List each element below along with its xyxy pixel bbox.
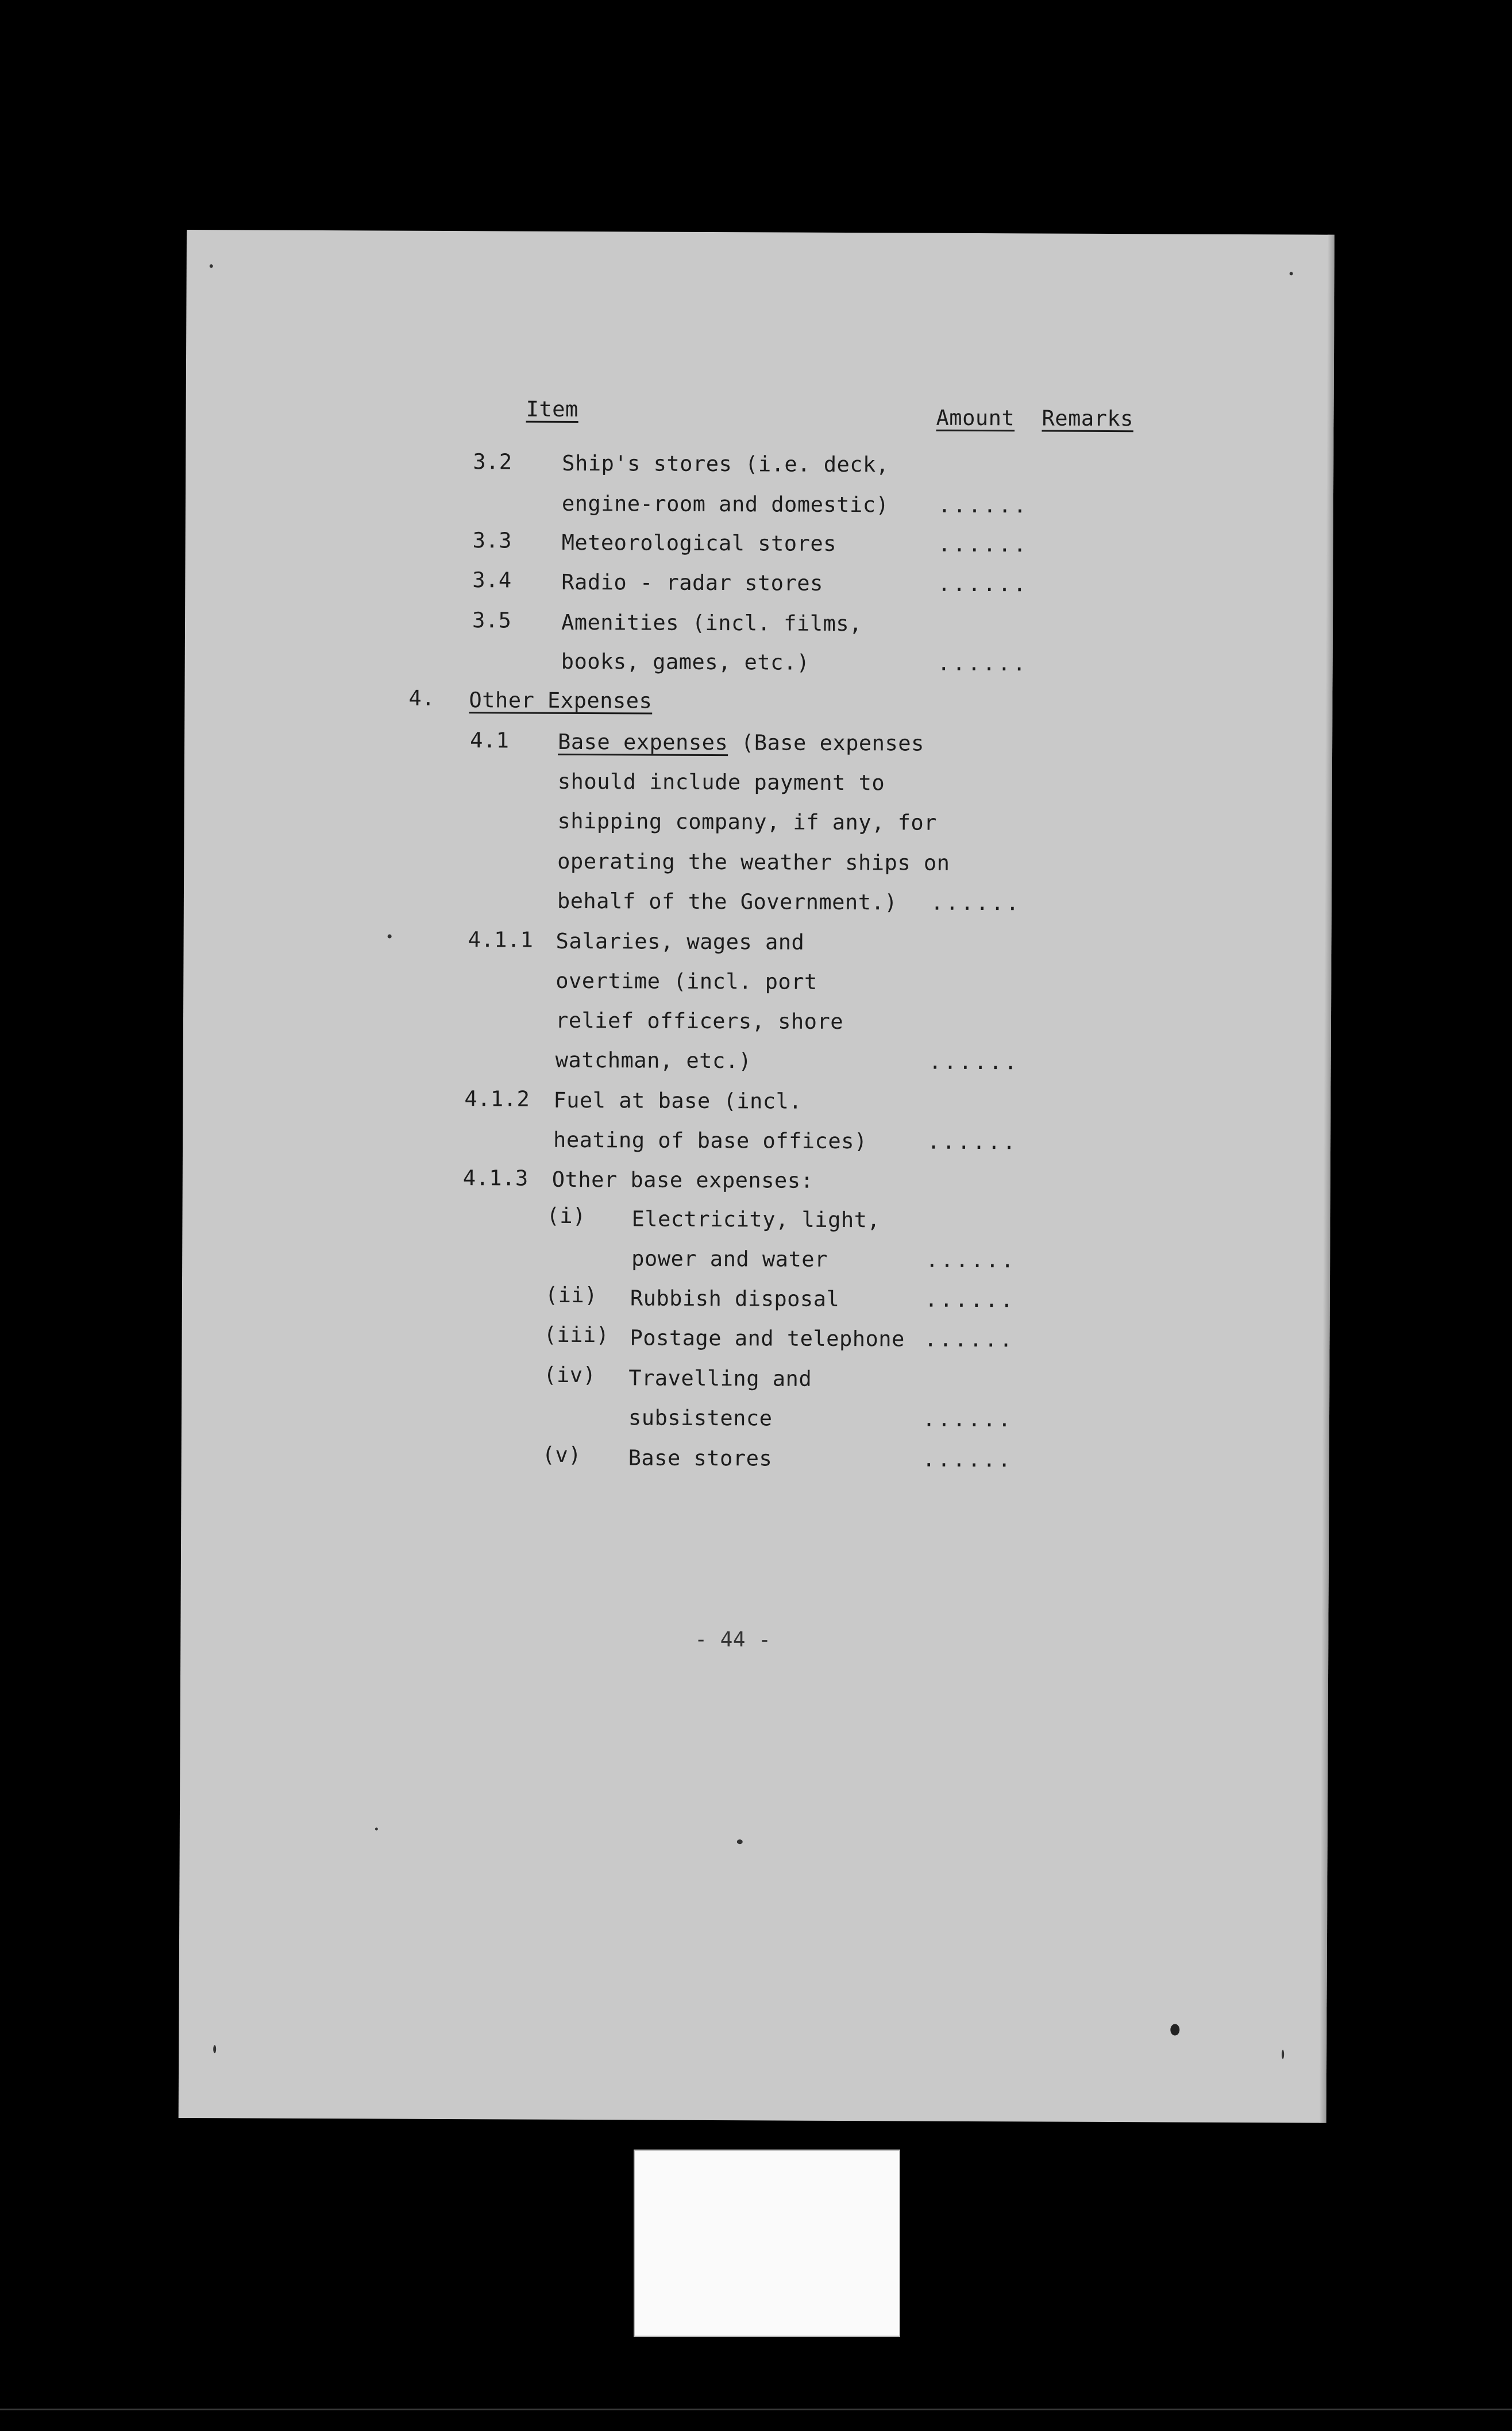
- item-text: Electricity, light,: [631, 1206, 881, 1233]
- item-text: should include payment to: [557, 769, 885, 796]
- item-text: Salaries, wages and: [556, 928, 805, 955]
- section-title: Other Expenses: [469, 688, 653, 713]
- scan-speck: [210, 264, 213, 268]
- item-number: 4.1: [470, 728, 510, 753]
- item-number: 4.1.3: [462, 1166, 529, 1191]
- amount-dots: ......: [937, 650, 1028, 676]
- roman-numeral: (i): [546, 1203, 586, 1229]
- scan-speck: [1290, 272, 1293, 275]
- roman-numeral: (iii): [543, 1322, 610, 1348]
- document-page: [179, 230, 1334, 2123]
- amount-dots: ......: [938, 492, 1029, 518]
- item-number: 4.1.2: [464, 1086, 530, 1112]
- item-text: Amenities (incl. films,: [561, 609, 862, 636]
- roman-numeral: (v): [542, 1442, 582, 1468]
- item-text: shipping company, if any, for: [557, 808, 938, 835]
- amount-dots: ......: [938, 531, 1029, 557]
- item-text: Travelling and: [628, 1365, 812, 1391]
- scan-speck: [737, 1839, 743, 1844]
- item-number: 3.4: [472, 568, 512, 593]
- item-text: Base stores: [628, 1445, 773, 1471]
- base-expenses-title: Base expenses: [558, 729, 728, 755]
- item-text: Ship's stores (i.e. deck,: [562, 450, 889, 477]
- scan-speck: [213, 2045, 216, 2053]
- item-text: Radio - radar stores: [561, 569, 823, 596]
- item-text: Rubbish disposal: [630, 1286, 840, 1311]
- roman-numeral: (ii): [545, 1282, 598, 1308]
- amount-dots: ......: [922, 1446, 1013, 1472]
- section-number: 4.: [408, 685, 435, 711]
- item-text: Meteorological stores: [561, 530, 837, 556]
- amount-dots: ......: [927, 1129, 1018, 1155]
- item-text: operating the weather ships on: [557, 848, 950, 875]
- item-text: behalf of the Government.): [557, 888, 898, 915]
- item-text: overtime (incl. port: [556, 968, 817, 994]
- item-text: power and water: [631, 1246, 828, 1272]
- amount-dots: ......: [922, 1406, 1013, 1432]
- scan-speck: [1170, 2024, 1179, 2036]
- item-number: 3.3: [472, 528, 512, 553]
- item-text: books, games, etc.): [561, 649, 810, 675]
- item-number: 4.1.1: [468, 927, 534, 952]
- item-text: subsistence: [628, 1405, 773, 1431]
- scan-speck: [375, 1827, 378, 1830]
- item-text: Other base expenses:: [551, 1167, 814, 1193]
- item-text: heating of base offices): [553, 1127, 867, 1154]
- item-text: Postage and telephone: [630, 1325, 905, 1352]
- column-header-remarks: Remarks: [1042, 406, 1134, 431]
- item-text: watchman, etc.): [555, 1047, 752, 1074]
- blank-card: [634, 2150, 900, 2337]
- column-header-amount: Amount: [936, 405, 1015, 431]
- amount-dots: ......: [928, 1049, 1020, 1075]
- amount-dots: ......: [924, 1287, 1016, 1313]
- item-text: relief officers, shore: [555, 1008, 844, 1035]
- item-text: [558, 730, 924, 756]
- item-number: 3.5: [472, 608, 512, 633]
- amount-dots: ......: [925, 1247, 1016, 1273]
- amount-dots: ......: [938, 571, 1029, 597]
- item-text: Fuel at base (incl.: [553, 1087, 803, 1114]
- item-text: engine-room and domestic): [561, 491, 889, 518]
- column-header-item: Item: [526, 396, 578, 422]
- base-expenses-intro: (Base expenses: [728, 730, 924, 756]
- scan-speck: [1282, 2050, 1284, 2059]
- scan-speck: [388, 935, 392, 939]
- roman-numeral: (iv): [543, 1362, 596, 1388]
- amount-dots: ......: [924, 1326, 1015, 1352]
- scan-edge-line: [0, 2409, 1512, 2410]
- page-number: - 44 -: [695, 1627, 772, 1652]
- amount-dots: ......: [930, 890, 1021, 916]
- item-number: 3.2: [473, 449, 512, 474]
